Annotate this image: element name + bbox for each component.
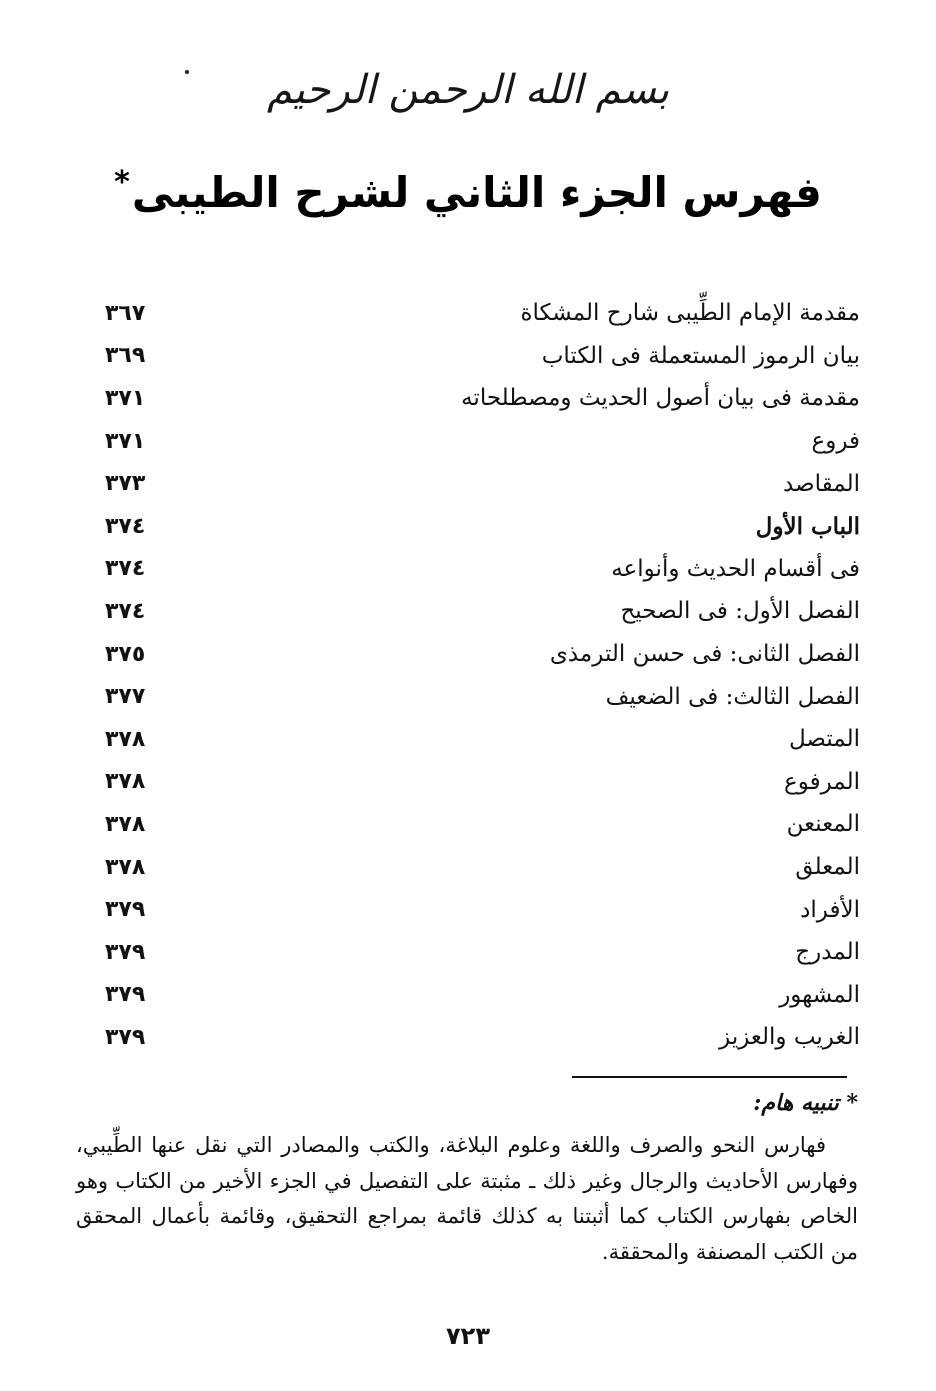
toc-row-label: فى أقسام الحديث وأنواعه	[611, 555, 860, 582]
toc-row-page: ٣٧٤	[105, 556, 146, 582]
toc-row-label: المرفوع	[784, 768, 860, 795]
note-heading: * تنبيه هام:	[753, 1090, 858, 1116]
toc-row	[95, 761, 860, 804]
toc-row	[95, 548, 860, 591]
toc-row	[95, 462, 860, 505]
toc-row	[95, 292, 860, 335]
toc-row-page: ٣٧٧	[105, 684, 146, 710]
toc-row-page: ٣٧٤	[105, 513, 146, 539]
toc-row-label: المدرج	[795, 939, 860, 966]
toc-row	[95, 718, 860, 761]
toc-row-label: الأفراد	[800, 896, 860, 923]
toc-row-page: ٣٧١	[105, 428, 146, 454]
toc-row	[95, 633, 860, 676]
toc-row-label: مقدمة الإمام الطِّيبى شارح المشكاة	[520, 300, 860, 327]
toc-row-page: ٣٧٨	[105, 854, 146, 880]
toc-row-page: ٣٧٣	[105, 471, 146, 497]
toc-row-page: ٣٧٤	[105, 598, 146, 624]
toc-row-page: ٣٧٨	[105, 811, 146, 837]
toc-row	[95, 420, 860, 463]
toc-row	[95, 1016, 860, 1059]
toc-row-label: فروع	[811, 428, 860, 455]
footnote-divider	[572, 1076, 847, 1078]
toc-row	[95, 846, 860, 889]
table-of-contents	[95, 292, 860, 1059]
toc-row-page: ٣٧١	[105, 385, 146, 411]
toc-row	[95, 335, 860, 378]
toc-row	[95, 675, 860, 718]
toc-row	[95, 803, 860, 846]
page-title	[0, 162, 936, 223]
toc-row-label: الغريب والعزيز	[719, 1024, 860, 1051]
toc-row-label: المشهور	[779, 981, 860, 1008]
page-number: ٧٢٣	[446, 1322, 490, 1350]
toc-row-page: ٣٧٨	[105, 726, 146, 752]
toc-row	[95, 974, 860, 1017]
toc-row-label: بيان الرموز المستعملة فى الكتاب	[541, 342, 860, 369]
toc-row-page: ٣٧٥	[105, 641, 146, 667]
toc-row	[95, 888, 860, 931]
toc-row-label: الفصل الثالث: فى الضعيف	[605, 683, 860, 710]
toc-row-chapter-heading	[95, 505, 860, 548]
toc-row-page: ٣٧٩	[105, 1024, 146, 1050]
toc-row-label: المتصل	[789, 726, 860, 753]
toc-row-page: ٣٧٩	[105, 982, 146, 1008]
toc-row-label: الباب الأول	[755, 512, 860, 540]
toc-row-page: ٣٧٩	[105, 939, 146, 965]
footnote-marker: *	[114, 165, 130, 200]
toc-row	[95, 931, 860, 974]
toc-row-page: ٣٧٩	[105, 897, 146, 923]
toc-row	[95, 377, 860, 420]
toc-row-label: مقدمة فى بيان أصول الحديث ومصطلحاته	[461, 385, 860, 412]
toc-row-page: ٣٧٨	[105, 769, 146, 795]
toc-row-label: الفصل الأول: فى الصحيح	[620, 598, 860, 625]
toc-row-label: الفصل الثانى: فى حسن الترمذى	[549, 641, 860, 668]
basmala-heading: بسم الله الرحمن الرحيم	[266, 67, 670, 113]
note-body: فهارس النحو والصرف واللغة وعلوم البلاغة، والكتب والمصادر التي نقل عنها الطِّيبي، وفهارس الأحاديث والرجال وغير ذلك ـ مثبتة على التفصيل في الجزء الأخير من الكتاب وهو الخاص بفهارس الكتاب كما أثبتنا به كذلك قائمة بمراجع التحقيق، وقائمة بأعمال المحقق من الكتب المصنفة والمحققة.	[76, 1133, 858, 1264]
page-title-text: فهرس الجزء الثاني لشرح الطيبى	[131, 168, 822, 217]
toc-row-label: المعنعن	[786, 811, 860, 838]
toc-row-page: ٣٦٩	[105, 343, 146, 369]
toc-row-page: ٣٦٧	[105, 300, 146, 326]
toc-row-label: المقاصد	[783, 470, 860, 497]
toc-row	[95, 590, 860, 633]
toc-row-label: المعلق	[795, 854, 860, 881]
